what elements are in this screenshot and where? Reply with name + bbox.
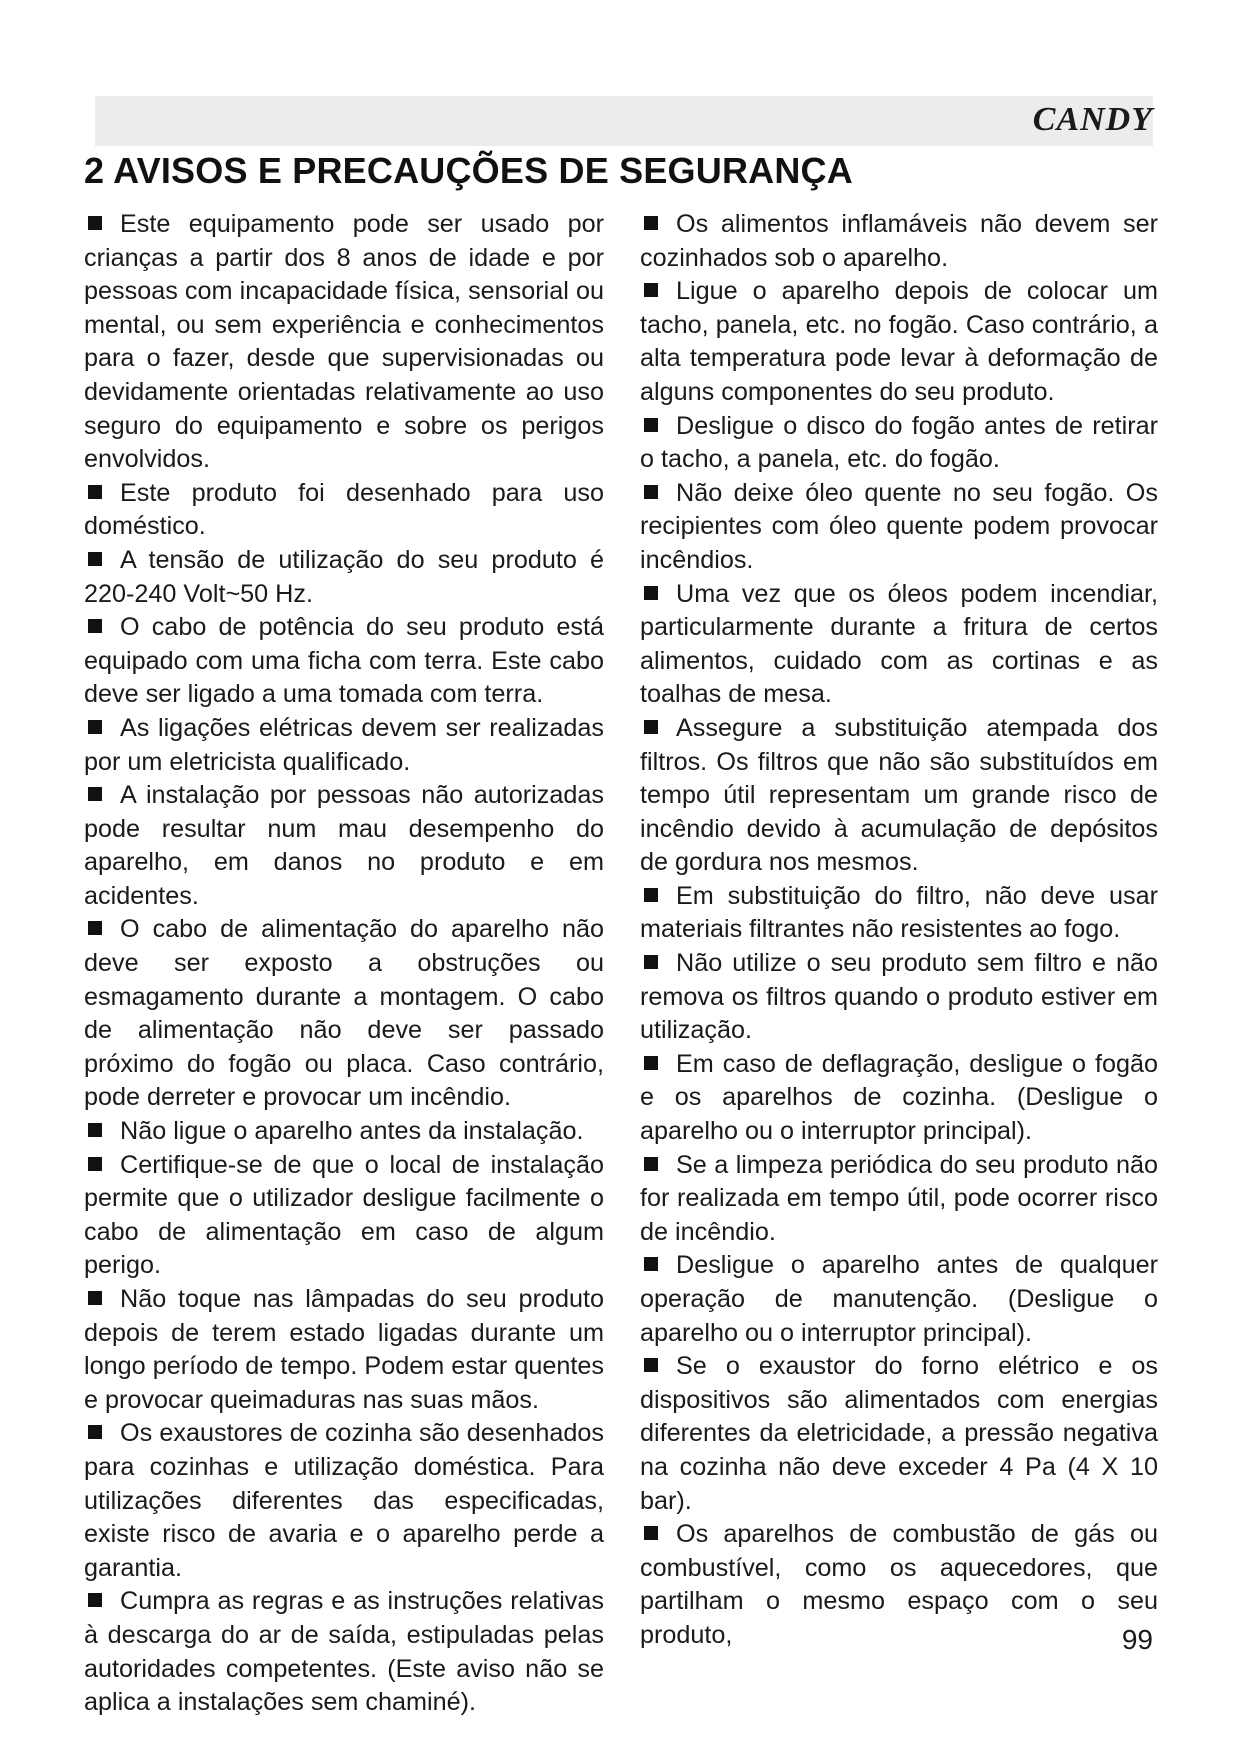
warning-item: Este equipamento pode ser usado por crianças a partir dos 8 anos de idade e por pessoas com incapacidade física, sensorial ou mental, ou sem experiência e conhecimentos para o fazer, desde que supervisionadas ou devidamente orientadas relativamente ao uso seguro do equipamento e sobre os perigos envolvidos. — [84, 210, 604, 474]
warning-item: Assegure a substituição atempada dos filtros. Os filtros que não são substituídos em tempo útil representam um grande risco de incêndio devido à acumulação de depósitos de gordura nos mesmos. — [640, 713, 1158, 877]
square-bullet-icon — [644, 720, 658, 734]
square-bullet-icon — [644, 418, 658, 432]
right-column — [640, 208, 1158, 1653]
square-bullet-icon — [644, 216, 658, 230]
warning-item: Desligue o disco do fogão antes de retirar o tacho, a panela, etc. do fogão. — [640, 411, 1158, 474]
warning-item: Desligue o aparelho antes de qualquer operação de manutenção. (Desligue o aparelho ou o interruptor principal). — [640, 1251, 1158, 1347]
square-bullet-icon — [644, 485, 658, 499]
warning-item: Se a limpeza periódica do seu produto não for realizada em tempo útil, pode ocorrer risco de incêndio. — [640, 1150, 1158, 1246]
square-bullet-icon — [88, 787, 102, 801]
warning-item: Uma vez que os óleos podem incendiar, particularmente durante a fritura de certos alimentos, cuidado com as cortinas e as toalhas de mesa. — [640, 579, 1158, 709]
square-bullet-icon — [88, 619, 102, 633]
warning-item: Não toque nas lâmpadas do seu produto depois de terem estado ligadas durante um longo período de tempo. Podem estar quentes e provocar queimaduras nas suas mãos. — [84, 1285, 604, 1414]
square-bullet-icon — [644, 1257, 658, 1271]
square-bullet-icon — [88, 1593, 102, 1607]
warning-item: A instalação por pessoas não autorizadas pode resultar num mau desempenho do aparelho, em danos no produto e em acidentes. — [84, 781, 604, 910]
header-band — [95, 96, 1153, 146]
warning-item: Os alimentos inflamáveis não devem ser cozinhados sob o aparelho. — [640, 210, 1158, 272]
warning-item: Não utilize o seu produto sem filtro e não remova os filtros quando o produto estiver em utilização. — [640, 949, 1158, 1045]
warning-item: O cabo de potência do seu produto está equipado com uma ficha com terra. Este cabo deve ser ligado a uma tomada com terra. — [84, 613, 604, 709]
square-bullet-icon — [644, 1157, 658, 1171]
warning-item: Em substituição do filtro, não deve usar materiais filtrantes não resistentes ao fogo. — [640, 881, 1158, 944]
warning-item: Certifique-se de que o local de instalação permite que o utilizador desligue facilmente o cabo de alimentação em caso de algum perigo. — [84, 1150, 604, 1280]
square-bullet-icon — [88, 720, 102, 734]
warning-item: Se o exaustor do forno elétrico e os dispositivos são alimentados com energias diferentes da eletricidade, a pressão negativa na cozinha não deve exceder 4 Pa (4 X 10 bar). — [640, 1352, 1158, 1515]
warning-item: Não ligue o aparelho antes da instalação. — [84, 1115, 604, 1149]
left-column — [84, 208, 604, 1720]
square-bullet-icon — [88, 1123, 102, 1137]
warning-item: Os exaustores de cozinha são desenhados para cozinhas e utilização doméstica. Para utilizações diferentes das especificadas, existe risco de avaria e o aparelho perde a garantia. — [84, 1419, 604, 1582]
square-bullet-icon — [88, 485, 102, 499]
warning-item: A tensão de utilização do seu produto é 220-240 Volt~50 Hz. — [84, 545, 604, 608]
square-bullet-icon — [644, 586, 658, 600]
warning-item: O cabo de alimentação do aparelho não deve ser exposto a obstruções ou esmagamento durante a montagem. O cabo de alimentação não deve ser passado próximo do fogão ou placa. Caso contrário, pode derreter e provocar um incêndio. — [84, 915, 604, 1112]
square-bullet-icon — [88, 921, 102, 935]
warning-item: Cumpra as regras e as instruções relativas à descarga do ar de saída, estipuladas pelas autoridades competentes. (Este aviso não se aplica a instalações sem chaminé). — [84, 1587, 604, 1717]
square-bullet-icon — [88, 216, 102, 230]
square-bullet-icon — [644, 888, 658, 902]
warning-item: Ligue o aparelho depois de colocar um tacho, panela, etc. no fogão. Caso contrário, a alta temperatura pode levar à deformação de alguns componentes do seu produto. — [640, 277, 1158, 406]
warning-item: Este produto foi desenhado para uso doméstico. — [84, 478, 604, 541]
square-bullet-icon — [644, 1526, 658, 1540]
warning-item: Não deixe óleo quente no seu fogão. Os recipientes com óleo quente podem provocar incêndios. — [640, 478, 1158, 574]
section-title: 2 AVISOS E PRECAUÇÕES DE SEGURANÇA — [84, 150, 853, 191]
square-bullet-icon — [88, 1157, 102, 1171]
warning-item: Em caso de deflagração, desligue o fogão e os aparelhos de cozinha. (Desligue o aparelho ou o interruptor principal). — [640, 1049, 1158, 1146]
square-bullet-icon — [88, 1291, 102, 1305]
square-bullet-icon — [644, 283, 658, 297]
warning-item: As ligações elétricas devem ser realizadas por um eletricista qualificado. — [84, 713, 604, 776]
brand-logo: CANDY — [1032, 101, 1153, 138]
square-bullet-icon — [88, 1425, 102, 1439]
warning-item: Os aparelhos de combustão de gás ou combustível, como os aquecedores, que partilham o mesmo espaço com o seu produto, — [640, 1520, 1158, 1649]
square-bullet-icon — [644, 1056, 658, 1070]
page-number: 99 — [1121, 1624, 1153, 1655]
square-bullet-icon — [88, 552, 102, 566]
square-bullet-icon — [644, 1358, 658, 1372]
square-bullet-icon — [644, 955, 658, 969]
